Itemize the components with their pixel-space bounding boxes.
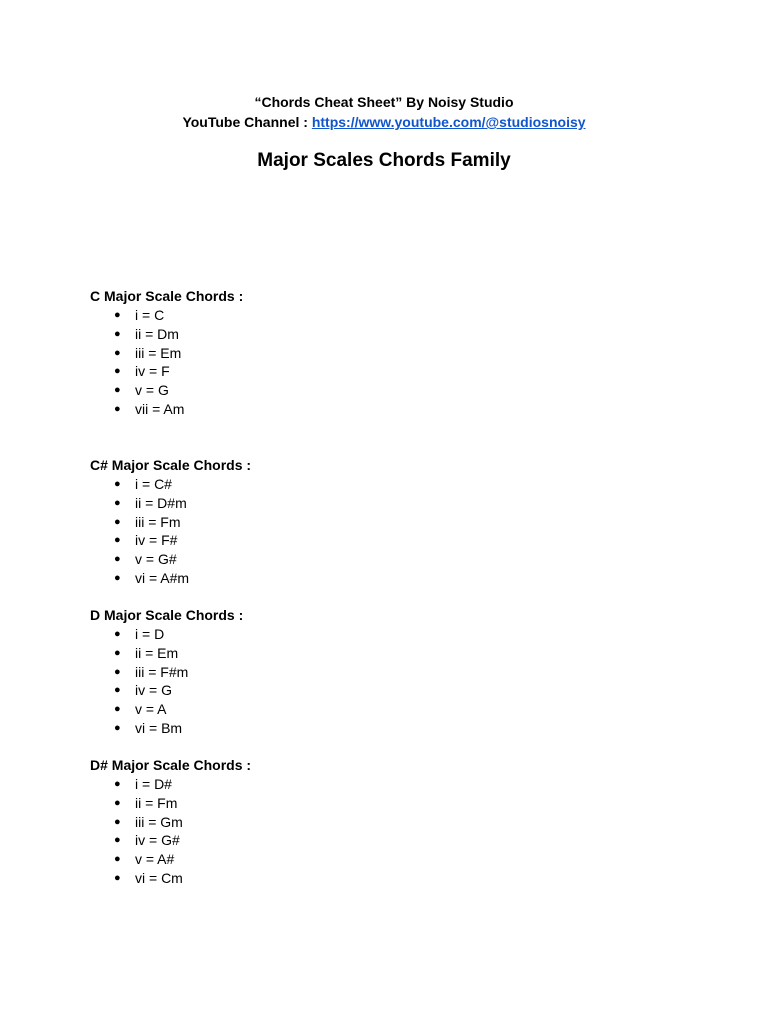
bullet-icon: ●: [114, 402, 121, 415]
chord-text: v = G: [135, 382, 169, 399]
bullet-icon: ●: [114, 571, 121, 584]
chord-text: i = C#: [135, 476, 172, 492]
chord-text: iv = G#: [135, 832, 180, 849]
chord-text: vii = Am: [135, 400, 185, 417]
bullet-icon: ●: [114, 496, 121, 509]
bullet-icon: ●: [114, 684, 121, 697]
section-c-sharp-major: [90, 456, 590, 588]
chord-text: v = A#: [135, 851, 175, 868]
chord-list: [90, 625, 590, 738]
list-item: [90, 569, 590, 588]
bullet-icon: ●: [114, 703, 121, 716]
bullet-icon: ●: [114, 853, 121, 866]
section-title: C Major Scale Chords :: [90, 288, 244, 304]
chord-text: vi = Cm: [135, 869, 183, 886]
chord-text: i = D#: [135, 776, 172, 792]
chord-text: ii = Dm: [135, 325, 179, 342]
chord-list: [90, 306, 590, 419]
section-c-major: [90, 287, 590, 419]
section-title: D Major Scale Chords :: [90, 607, 244, 623]
chord-text: vi = Bm: [135, 719, 183, 736]
list-item: [90, 475, 590, 494]
chord-text: iv = F#: [135, 532, 178, 549]
bullet-icon: ●: [114, 346, 121, 359]
list-item: [90, 794, 590, 813]
section-title: D# Major Scale Chords :: [90, 757, 252, 773]
chord-text: ii = Em: [135, 644, 179, 661]
chord-text: iv = G: [135, 682, 172, 699]
list-item: [90, 344, 590, 363]
list-item: [90, 850, 590, 869]
list-item: [90, 400, 590, 419]
list-item: [90, 700, 590, 719]
bullet-icon: ●: [114, 796, 121, 809]
bullet-icon: ●: [114, 515, 121, 528]
list-item: [90, 325, 590, 344]
list-item: [90, 362, 590, 381]
list-item: [90, 306, 590, 325]
bullet-icon: ●: [114, 327, 121, 340]
bullet-icon: ●: [114, 871, 121, 884]
bullet-icon: ●: [114, 365, 121, 378]
bullet-icon: ●: [114, 778, 121, 790]
list-item: [90, 813, 590, 832]
youtube-channel-label: YouTube Channel :: [182, 114, 312, 130]
section-d-sharp-major: [90, 756, 590, 888]
list-item: [90, 625, 590, 644]
chord-text: v = A: [135, 701, 167, 718]
list-item: [90, 644, 590, 663]
chord-text: iii = Fm: [135, 513, 181, 530]
bullet-icon: ●: [114, 834, 121, 847]
chord-text: ii = Fm: [135, 794, 178, 811]
bullet-icon: ●: [114, 478, 121, 490]
chord-text: vi = A#m: [135, 569, 190, 586]
list-item: [90, 550, 590, 569]
youtube-channel-link[interactable]: https://www.youtube.com/@studiosnoisy: [311, 114, 586, 130]
cheat-sheet-title: “Chords Cheat Sheet” By Noisy Studio: [254, 94, 514, 110]
list-item: [90, 381, 590, 400]
list-item: [90, 869, 590, 888]
list-item: [90, 831, 590, 850]
chord-text: iv = F: [135, 363, 170, 380]
bullet-icon: ●: [114, 815, 121, 828]
page-title: Major Scales Chords Family: [257, 150, 511, 171]
bullet-icon: ●: [114, 665, 121, 678]
chord-text: iii = Em: [135, 344, 182, 361]
list-item: [90, 494, 590, 513]
bullet-icon: ●: [114, 628, 121, 640]
bullet-icon: ●: [114, 309, 121, 321]
bullet-icon: ●: [114, 721, 121, 734]
chord-list: [90, 475, 590, 588]
list-item: [90, 681, 590, 700]
chord-text: i = D: [135, 626, 165, 642]
document-header: [0, 92, 768, 132]
list-item: [90, 775, 590, 794]
list-item: [90, 719, 590, 738]
bullet-icon: ●: [114, 384, 121, 397]
chord-text: ii = D#m: [135, 494, 187, 511]
section-title: C# Major Scale Chords :: [90, 457, 252, 473]
bullet-icon: ●: [114, 553, 121, 566]
chord-list: [90, 775, 590, 888]
bullet-icon: ●: [114, 646, 121, 659]
chord-text: iii = Gm: [135, 813, 183, 830]
list-item: [90, 531, 590, 550]
section-d-major: [90, 606, 590, 738]
list-item: [90, 513, 590, 532]
chord-text: iii = F#m: [135, 663, 189, 680]
list-item: [90, 663, 590, 682]
bullet-icon: ●: [114, 534, 121, 547]
chord-text: v = G#: [135, 551, 177, 568]
youtube-channel-line: [0, 112, 768, 132]
chord-text: i = C: [135, 307, 165, 323]
